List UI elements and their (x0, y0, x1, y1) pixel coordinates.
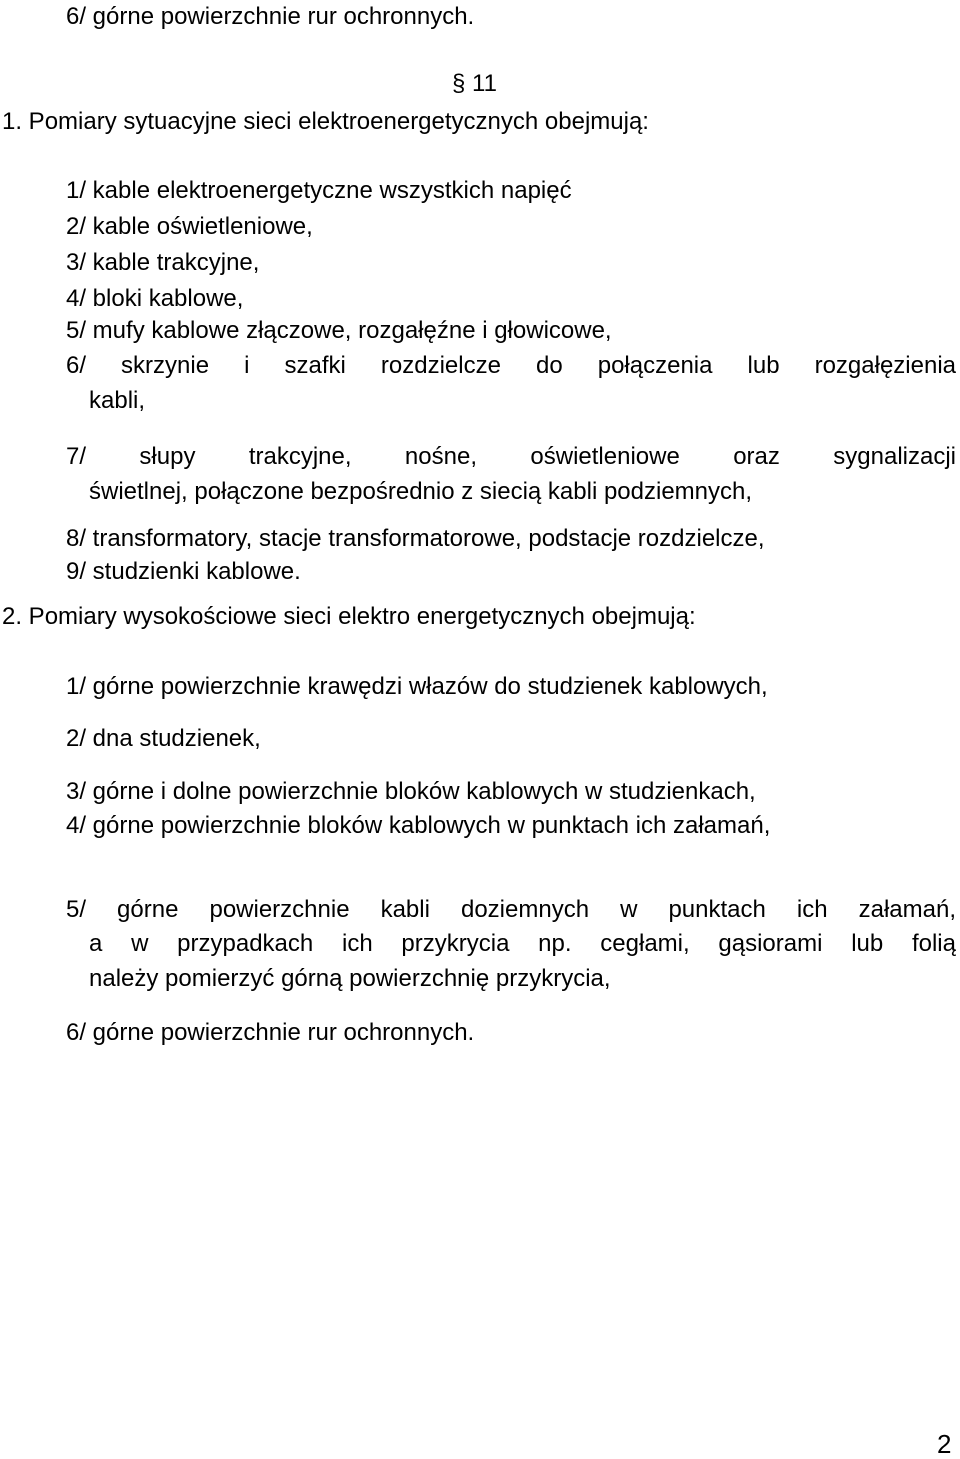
p1-item-5: 5/ mufy kablowe złączowe, rozgałęźne i głowicowe, (66, 317, 612, 344)
p1-item-8: 8/ transformatory, stacje transformatorowe, podstacje rozdzielcze, (66, 525, 765, 552)
p1-item-3: 3/ kable trakcyjne, (66, 249, 260, 276)
paragraph-2-lead: 2. Pomiary wysokościowe sieci elektro energetycznych obejmują: (2, 603, 696, 630)
p2-item-5-continuation-2: należy pomierzyć górną powierzchnię przykrycia, (89, 965, 611, 992)
p2-item-5-continuation-1: a w przypadkach ich przykrycia np. cegłami, gąsiorami lub folią (89, 930, 956, 957)
section-heading: § 11 (452, 70, 497, 97)
p1-item-7-continuation: świetlnej, połączone bezpośrednio z siecią kabli podziemnych, (89, 478, 753, 505)
p2-item-6: 6/ górne powierzchnie rur ochronnych. (66, 1019, 475, 1046)
paragraph-1-lead: 1. Pomiary sytuacyjne sieci elektroenergetycznych obejmują: (2, 108, 649, 135)
p1-item-4: 4/ bloki kablowe, (66, 285, 244, 312)
top-continuation-line: 6/ górne powierzchnie rur ochronnych. (66, 3, 475, 30)
p2-item-1: 1/ górne powierzchnie krawędzi włazów do studzienek kablowych, (66, 673, 768, 700)
p1-item-9: 9/ studzienki kablowe. (66, 558, 301, 585)
page-number: 2 (937, 1429, 952, 1459)
p2-item-4: 4/ górne powierzchnie bloków kablowych w punktach ich załamań, (66, 812, 771, 839)
p1-item-6-continuation: kabli, (89, 387, 146, 414)
p1-item-6: 6/ skrzynie i szafki rozdzielcze do połączenia lub rozgałęzienia (66, 352, 956, 379)
p1-item-2: 2/ kable oświetleniowe, (66, 213, 313, 240)
p2-item-2: 2/ dna studzienek, (66, 725, 261, 752)
p2-item-5: 5/ górne powierzchnie kabli doziemnych w punktach ich załamań, (66, 896, 956, 923)
p2-item-3: 3/ górne i dolne powierzchnie bloków kablowych w studzienkach, (66, 778, 756, 805)
p1-item-1: 1/ kable elektroenergetyczne wszystkich napięć (66, 177, 572, 204)
p1-item-7: 7/ słupy trakcyjne, nośne, oświetleniowe oraz sygnalizacji (66, 443, 956, 470)
